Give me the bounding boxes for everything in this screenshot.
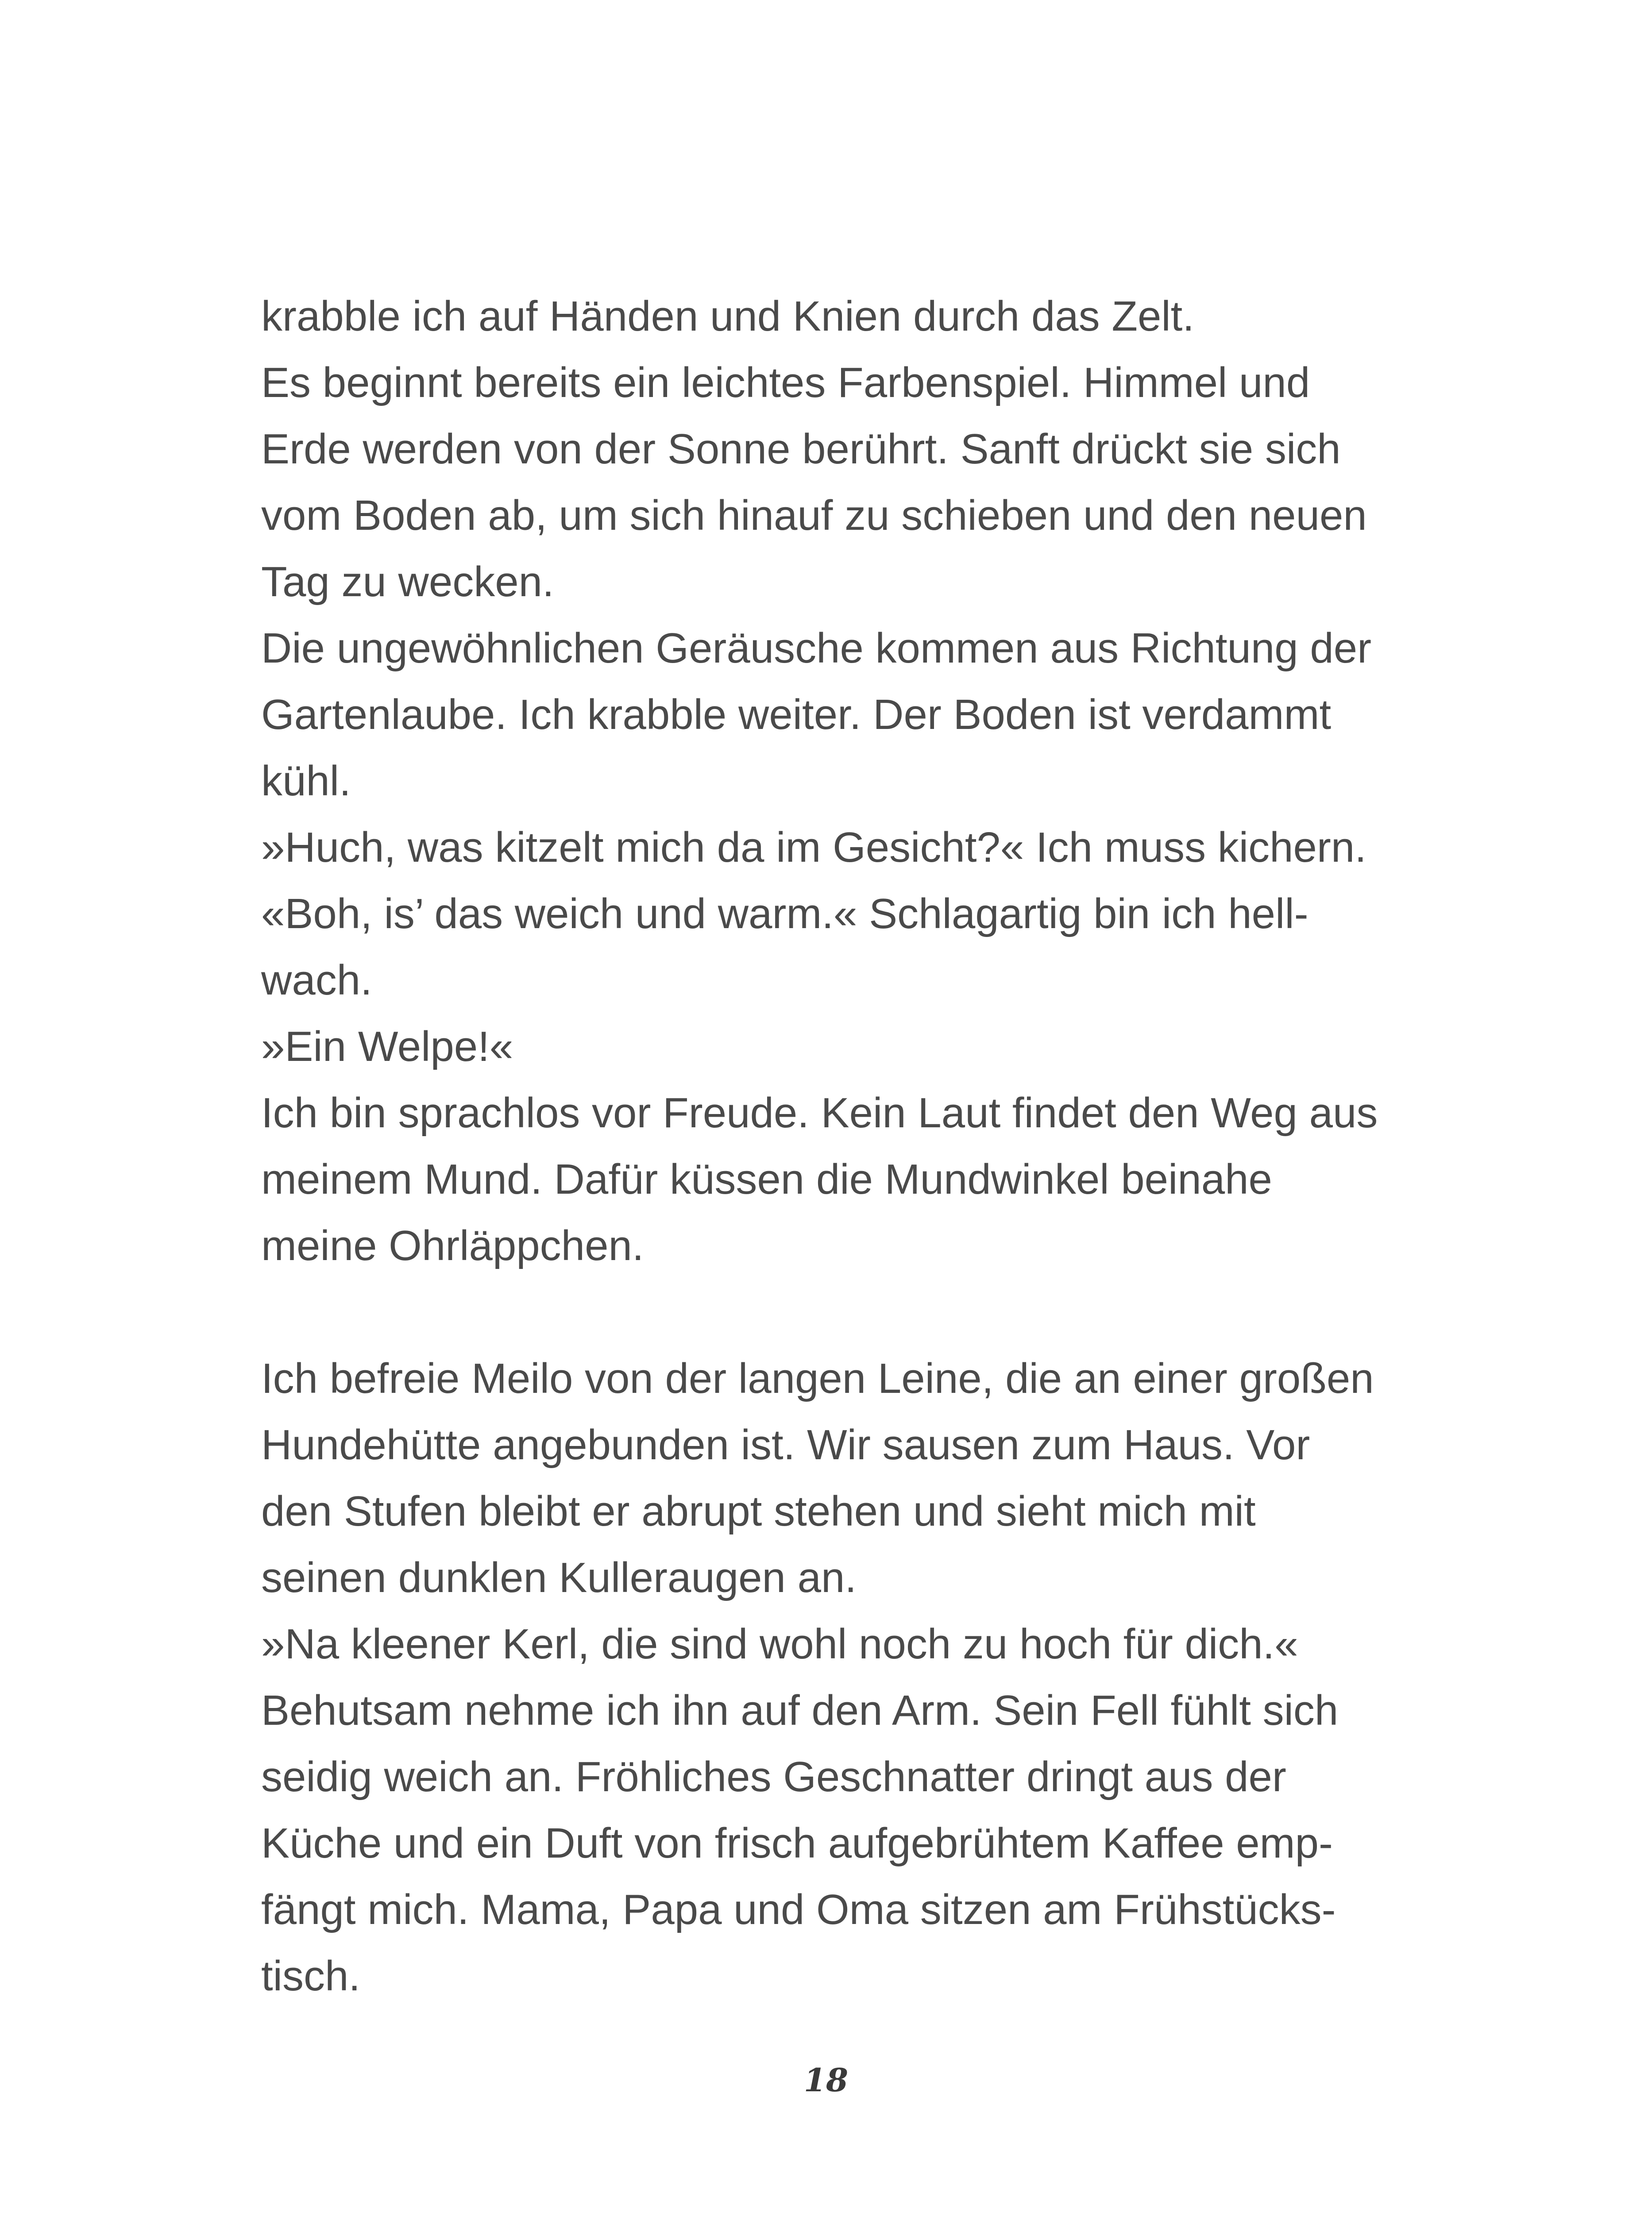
text-line: Ich befreie Meilo von der langen Leine, die an einer großen: [261, 1355, 1374, 1402]
text-line: seidig weich an. Fröhliches Geschnatter dringt aus der: [261, 1753, 1286, 1800]
text-line: Behutsam nehme ich ihn auf den Arm. Sein Fell fühlt sich: [261, 1687, 1339, 1734]
text-line: wach.: [261, 956, 372, 1004]
text-line: Küche und ein Duft von frisch aufgebrühtem Kaffee emp-: [261, 1820, 1333, 1867]
text-line: fängt mich. Mama, Papa und Oma sitzen am Frühstücks-: [261, 1886, 1336, 1933]
text-line: Die ungewöhnlichen Geräusche kommen aus Richtung der: [261, 625, 1372, 672]
text-line: tisch.: [261, 1952, 361, 2000]
text-line: den Stufen bleibt er abrupt stehen und sieht mich mit: [261, 1488, 1256, 1535]
text-line: »Huch, was kitzelt mich da im Gesicht?« Ich muss kichern.: [261, 824, 1366, 871]
text-line: meine Ohrläppchen.: [261, 1222, 644, 1269]
text-line: Tag zu wecken.: [261, 558, 554, 605]
text-line: Ich bin sprachlos vor Freude. Kein Laut findet den Weg aus: [261, 1089, 1378, 1137]
text-line: Hundehütte angebunden ist. Wir sausen zum Haus. Vor: [261, 1421, 1310, 1469]
text-line: vom Boden ab, um sich hinauf zu schieben und den neuen: [261, 492, 1367, 539]
text-line: »Ein Welpe!«: [261, 1023, 513, 1070]
text-line: Es beginnt bereits ein leichtes Farbenspiel. Himmel und: [261, 359, 1310, 406]
paragraph-gap: [261, 1279, 1421, 1346]
page-number: 18: [803, 2061, 849, 2099]
text-line: Erde werden von der Sonne berührt. Sanft drückt sie sich: [261, 425, 1341, 473]
text-line: Gartenlaube. Ich krabble weiter. Der Boden ist verdammt: [261, 691, 1332, 738]
text-line: meinem Mund. Dafür küssen die Mundwinkel beinahe: [261, 1156, 1272, 1203]
text-line: seinen dunklen Kulleraugen an.: [261, 1554, 857, 1601]
text-line: krabble ich auf Händen und Knien durch das Zelt.: [261, 293, 1195, 340]
text-line: »Na kleener Kerl, die sind wohl noch zu hoch für dich.«: [261, 1620, 1298, 1668]
text-line: kühl.: [261, 757, 351, 805]
text-line: «Boh, is’ das weich und warm.« Schlagartig bin ich hell-: [261, 890, 1308, 937]
body-text: [261, 283, 1421, 2009]
